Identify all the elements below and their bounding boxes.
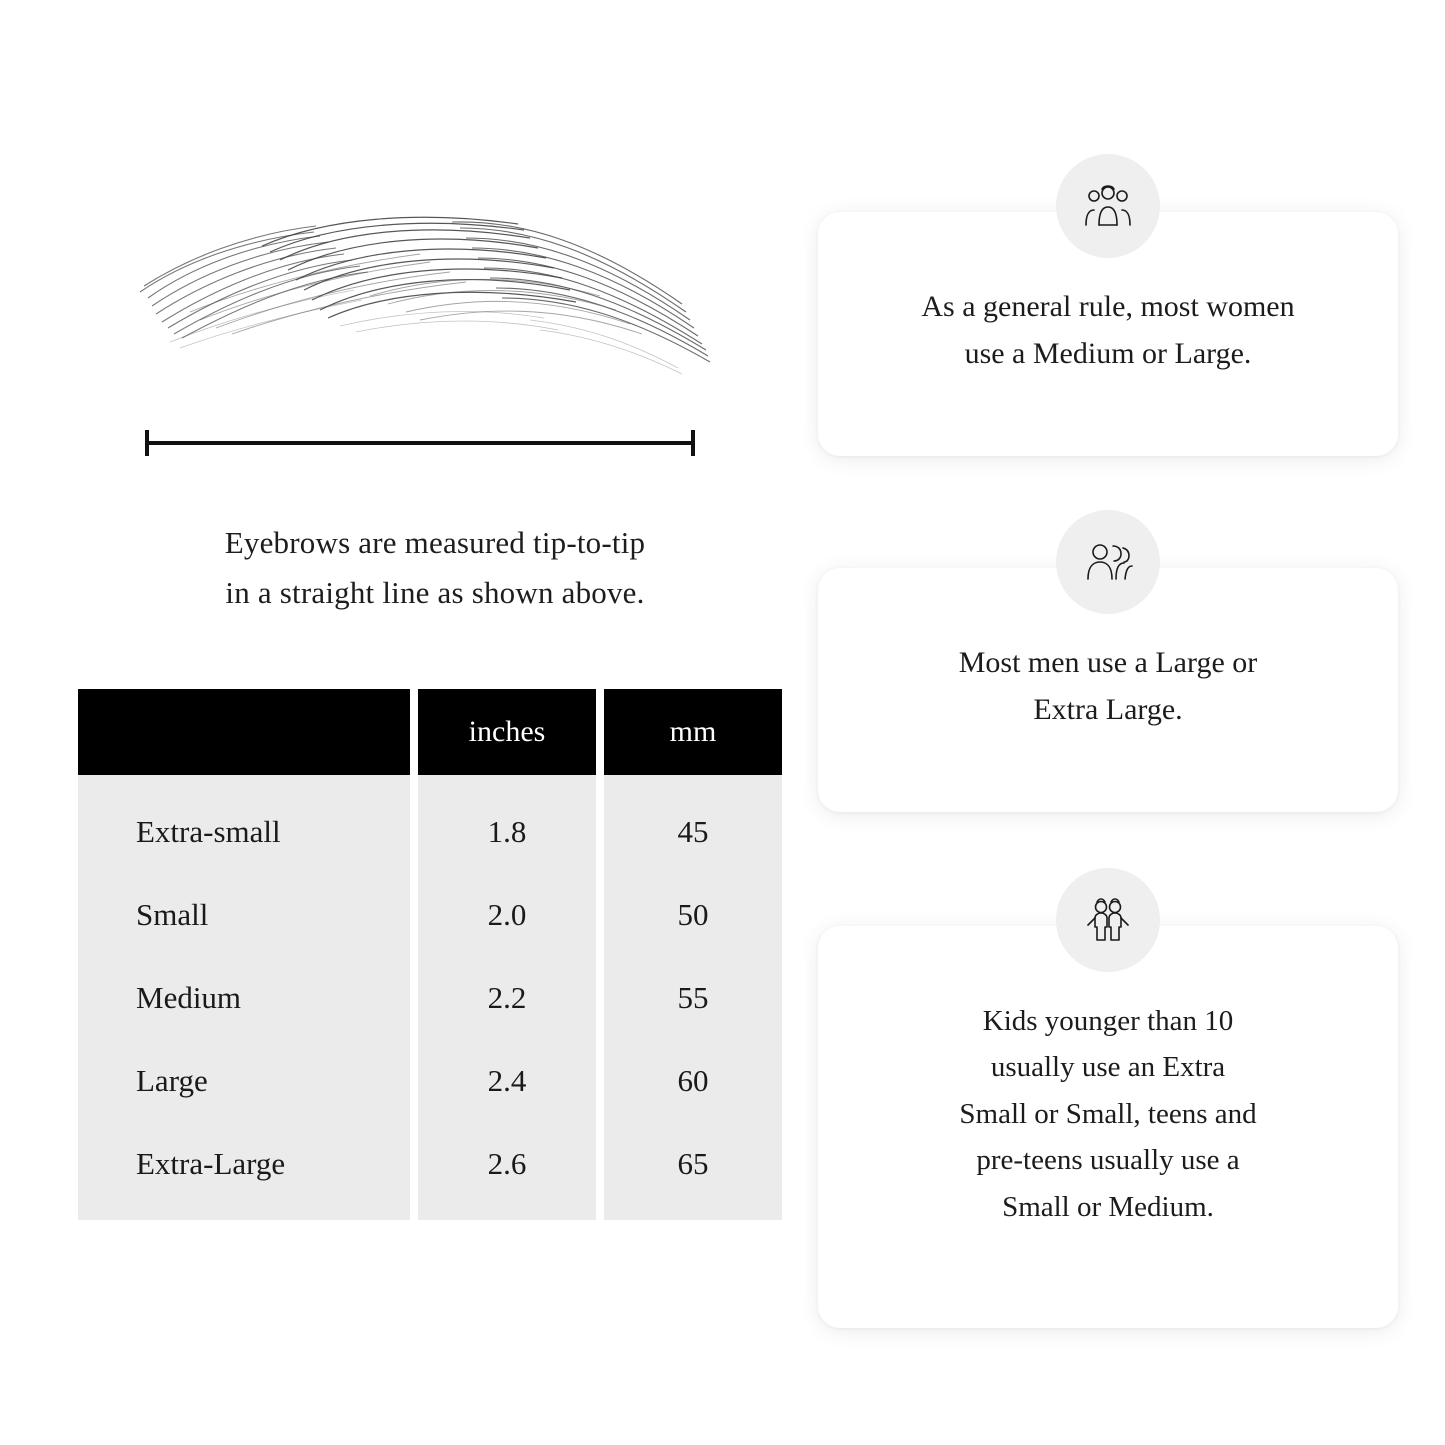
row-inches-value: 1.8 — [418, 775, 596, 873]
right-column — [818, 150, 1398, 1432]
row-mm-value: 50 — [604, 873, 782, 956]
table-row — [78, 775, 782, 873]
row-inches-value: 2.4 — [418, 1039, 596, 1122]
men-group-icon — [1056, 510, 1160, 614]
row-mm-value: 60 — [604, 1039, 782, 1122]
caption-line-1: Eyebrows are measured tip-to-tip — [224, 525, 646, 560]
card-line-2: use a Medium or Large. — [964, 336, 1252, 370]
tip-card-kids — [818, 926, 1398, 1328]
card-line-1: Kids younger than 10 — [982, 1005, 1234, 1037]
tip-card-women — [818, 212, 1398, 456]
row-mm-value: 65 — [604, 1122, 782, 1220]
measurement-bar — [145, 428, 695, 456]
card-line-1: Most men use a Large or — [958, 646, 1258, 679]
table-header-size — [78, 689, 410, 775]
card-text — [864, 284, 1352, 377]
kids-group-icon — [1056, 868, 1160, 972]
measurement-caption — [125, 518, 745, 617]
table-row — [78, 1122, 782, 1220]
card-line-2: Extra Large. — [1033, 692, 1183, 726]
table-row — [78, 1039, 782, 1122]
table-row — [78, 956, 782, 1039]
card-line-3: Small or Small, teens and — [959, 1097, 1257, 1130]
card-line-4: pre-teens usually use a — [976, 1144, 1240, 1177]
row-inches-value: 2.2 — [418, 956, 596, 1039]
left-column — [70, 150, 770, 1220]
row-size-label: Medium — [78, 956, 410, 1039]
measure-bar-line — [145, 441, 695, 445]
row-mm-value: 55 — [604, 956, 782, 1039]
row-size-label: Small — [78, 873, 410, 956]
row-size-label: Large — [78, 1039, 410, 1122]
row-inches-value: 2.0 — [418, 873, 596, 956]
tip-card-men — [818, 568, 1398, 812]
eyebrow-illustration — [130, 200, 770, 410]
table-header-inches: inches — [418, 689, 596, 775]
row-size-label: Extra-small — [78, 775, 410, 873]
women-group-icon — [1056, 154, 1160, 258]
row-size-label: Extra-Large — [78, 1122, 410, 1220]
measure-cap-left — [145, 430, 149, 456]
card-line-1: As a general rule, most women — [921, 290, 1295, 323]
row-mm-value: 45 — [604, 775, 782, 873]
table-header-mm: mm — [604, 689, 782, 775]
card-line-5: Small or Medium. — [1002, 1190, 1214, 1223]
card-text — [864, 998, 1352, 1230]
size-table — [70, 689, 790, 1220]
table-header-row — [78, 689, 782, 775]
row-inches-value: 2.6 — [418, 1122, 596, 1220]
measure-cap-right — [691, 430, 695, 456]
caption-line-2: in a straight line as shown above. — [225, 574, 645, 610]
card-text — [864, 640, 1352, 733]
table-row — [78, 873, 782, 956]
card-line-2: usually use an Extra — [990, 1051, 1226, 1084]
